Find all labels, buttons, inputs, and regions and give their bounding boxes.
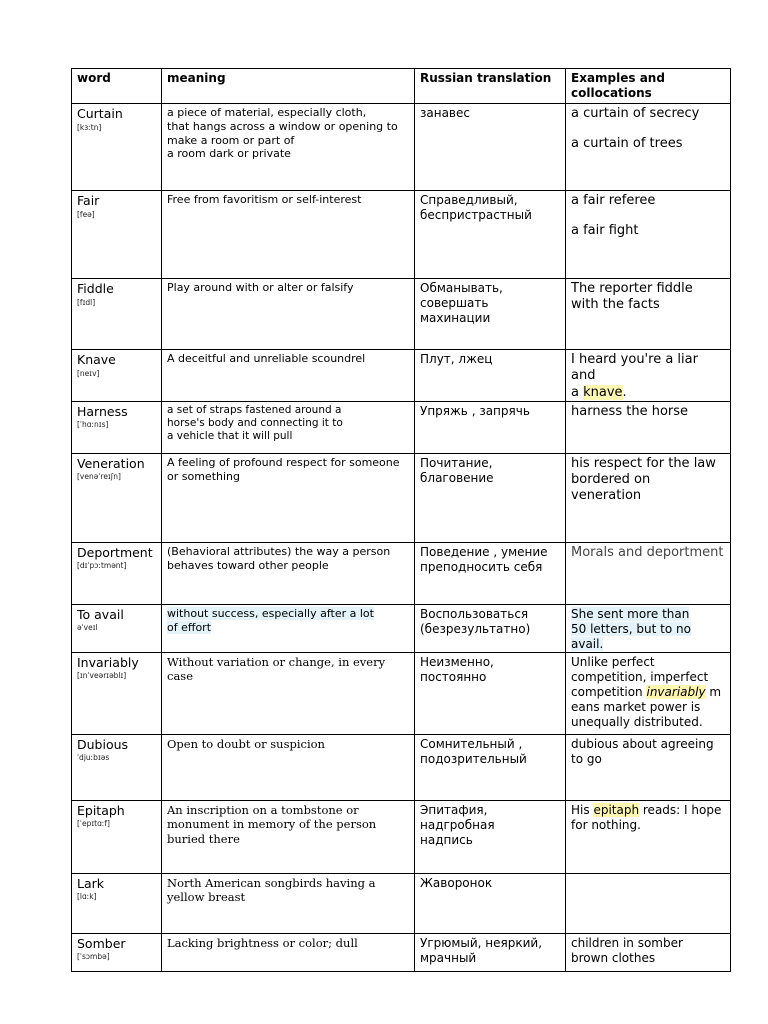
example-line: for nothing. — [571, 817, 641, 832]
example-line: children in somber — [571, 935, 683, 950]
russian-line: Упряжь , запрячь — [420, 403, 530, 418]
word: Fair — [77, 193, 100, 208]
transcription: [ˈepɪtɑːf] — [77, 819, 110, 829]
word-cell — [72, 453, 162, 542]
example-line: a curtain of secrecy — [571, 106, 700, 121]
highlighted-text: She sent more than — [571, 606, 690, 621]
examples-cell — [566, 191, 731, 279]
word: Invariably — [77, 654, 139, 670]
transcription: [feə] — [77, 209, 95, 219]
transcription: [venəˈreɪʃn] — [77, 472, 121, 482]
meaning-line: that hangs across a window or opening to — [167, 119, 398, 133]
russian-line: занавес — [420, 106, 470, 120]
russian-cell — [415, 604, 566, 652]
transcription: [lɑːk] — [77, 892, 97, 902]
russian-cell — [415, 104, 566, 191]
word-cell — [72, 401, 162, 453]
meaning-line: Lacking brightness or color; dull — [167, 935, 358, 950]
russian-line: (безрезультатно) — [420, 621, 531, 636]
transcription: [ˈhɑːnɪs] — [77, 420, 109, 430]
meaning-cell — [162, 453, 415, 542]
example-line: a curtain of trees — [571, 136, 683, 152]
example-text: competition — [571, 684, 643, 699]
meaning-line: A deceitful and unreliable scoundrel — [167, 352, 366, 365]
example-text: reads: I hope — [642, 802, 722, 817]
header-russian-translation: Russian translation — [415, 69, 566, 104]
russian-cell — [415, 279, 566, 350]
example-line: eans market power is — [571, 699, 701, 714]
meaning-line: a room dark or private — [167, 147, 291, 161]
meaning-line: a set of straps fastened around a — [167, 403, 342, 416]
example-text: His — [571, 802, 590, 817]
table-row — [72, 873, 731, 933]
russian-line: постоянно — [420, 669, 487, 684]
russian-line: Обманывать, — [420, 281, 503, 295]
russian-cell — [415, 453, 566, 542]
russian-line: подозрительный — [420, 751, 527, 766]
table-row — [72, 279, 731, 350]
example-line: his respect for the law — [571, 455, 716, 471]
russian-cell — [415, 652, 566, 734]
example-line: a fair referee — [571, 193, 656, 208]
example-line: with the facts — [571, 297, 660, 313]
table-row — [72, 652, 731, 734]
meaning-cell — [162, 104, 415, 191]
meaning-cell — [162, 401, 415, 453]
word-cell — [72, 652, 162, 734]
word-cell — [72, 604, 162, 652]
word-cell — [72, 279, 162, 350]
highlighted-word: epitaph — [593, 802, 640, 817]
transcription: əˈveɪl — [77, 623, 98, 633]
meaning-line: An inscription on a tombstone or — [167, 802, 359, 817]
russian-line: Угрюмый, неяркий, — [420, 935, 543, 950]
example-line: brown clothes — [571, 950, 656, 965]
table-row — [72, 604, 731, 652]
example-line: competition, imperfect — [571, 669, 709, 684]
meaning-cell — [162, 542, 415, 604]
meaning-cell — [162, 350, 415, 402]
word: Lark — [77, 875, 105, 891]
russian-line: мрачный — [420, 950, 477, 965]
examples-cell — [566, 734, 731, 800]
word-cell — [72, 542, 162, 604]
russian-cell — [415, 873, 566, 933]
examples-cell — [566, 350, 731, 402]
highlighted-word: invariably — [646, 684, 706, 699]
meaning-line: monument in memory of the person — [167, 817, 377, 832]
russian-line: Эпитафия, надгробная — [420, 802, 495, 832]
russian-cell — [415, 800, 566, 873]
meaning-line: Play around with or alter or falsify — [167, 281, 354, 294]
meaning-line: Without variation or change, in every — [167, 654, 386, 669]
word: To avail — [77, 606, 124, 622]
word-cell — [72, 350, 162, 402]
russian-line: беспристрастный — [420, 208, 532, 222]
meaning-line: or something — [167, 469, 240, 483]
examples-cell — [566, 800, 731, 873]
meaning-line: Free from favoritism or self-interest — [167, 193, 362, 206]
russian-line: надпись — [420, 832, 473, 847]
meaning-line — [167, 621, 410, 635]
examples-cell — [566, 542, 731, 604]
meaning-line: North American songbirds having a — [167, 875, 376, 890]
word-cell — [72, 800, 162, 873]
table-row — [72, 734, 731, 800]
transcription: [neɪv] — [77, 368, 100, 378]
russian-line: совершать махинации — [420, 296, 491, 325]
russian-line: Воспользоваться — [420, 606, 529, 621]
examples-cell — [566, 604, 731, 652]
example-text: . — [622, 384, 627, 400]
meaning-line: a piece of material, especially cloth, — [167, 106, 367, 119]
meaning-cell — [162, 933, 415, 971]
word-cell — [72, 191, 162, 279]
example-line — [571, 685, 726, 700]
word: Epitaph — [77, 802, 125, 818]
meaning-line — [167, 607, 410, 621]
word: Somber — [77, 935, 126, 951]
example-line: harness the horse — [571, 403, 689, 419]
example-line: dubious about agreeing — [571, 736, 714, 751]
example-line — [571, 607, 726, 622]
meaning-line: make a room or part of — [167, 133, 295, 147]
word: Knave — [77, 352, 116, 367]
meaning-line: Open to doubt or suspicion — [167, 736, 325, 751]
russian-line: Неизменно, — [420, 654, 494, 669]
table-row — [72, 542, 731, 604]
word: Deportment — [77, 544, 153, 560]
russian-cell — [415, 933, 566, 971]
examples-cell — [566, 652, 731, 734]
examples-cell — [566, 279, 731, 350]
word-cell — [72, 104, 162, 191]
russian-line: Поведение , умение — [420, 544, 548, 559]
example-line: to go — [571, 751, 602, 766]
transcription: [ˈsɔmbə] — [77, 952, 110, 962]
example-line: Unlike perfect — [571, 654, 655, 669]
meaning-line: buried there — [167, 831, 240, 846]
russian-cell — [415, 191, 566, 279]
example-line: unequally distributed. — [571, 714, 703, 729]
header-meaning: meaning — [162, 69, 415, 104]
meaning-cell — [162, 604, 415, 652]
example-line: I heard you're a liar and — [571, 352, 698, 384]
russian-cell — [415, 350, 566, 402]
table-row — [72, 401, 731, 453]
meaning-line: yellow breast — [167, 890, 246, 905]
transcription: ˈdjuːbɪəs — [77, 753, 110, 763]
example-text: a — [571, 384, 579, 400]
table-row — [72, 933, 731, 971]
example-line: The reporter fiddle — [571, 281, 693, 296]
russian-line: благовение — [420, 470, 494, 485]
table-header-row — [72, 69, 731, 104]
example-line — [571, 622, 726, 652]
example-line — [571, 803, 726, 818]
meaning-line: (Behavioral attributes) the way a person — [167, 544, 391, 558]
meaning-cell — [162, 800, 415, 873]
russian-cell — [415, 542, 566, 604]
highlighted-text: 50 letters, but to no avail. — [571, 621, 691, 651]
example-line: a fair fight — [571, 223, 639, 239]
highlighted-word: knave — [583, 384, 623, 400]
table-row — [72, 350, 731, 402]
russian-cell — [415, 401, 566, 453]
russian-line: Почитание, — [420, 455, 493, 470]
table-row — [72, 191, 731, 279]
examples-cell — [566, 104, 731, 191]
meaning-line: horse's body and connecting it to — [167, 416, 343, 429]
example-line — [571, 385, 726, 401]
russian-line: Справедливый, — [420, 193, 518, 207]
highlighted-text: without success, especially after a lot — [167, 606, 374, 620]
russian-cell — [415, 734, 566, 800]
transcription: [fɪdl] — [77, 297, 96, 307]
russian-line: Жаворонок — [420, 875, 493, 890]
example-line: veneration — [571, 488, 642, 504]
header-word: word — [72, 69, 162, 104]
word: Curtain — [77, 106, 123, 121]
russian-line: Сомнительный , — [420, 736, 523, 751]
header-examples: Examples and collocations — [566, 69, 731, 104]
highlighted-text: of effort — [167, 620, 212, 634]
word: Fiddle — [77, 281, 114, 296]
word-cell — [72, 734, 162, 800]
example-text: m — [709, 684, 722, 699]
transcription: [kɜːtn] — [77, 122, 102, 132]
meaning-line: a vehicle that it will pull — [167, 430, 293, 442]
meaning-cell — [162, 191, 415, 279]
examples-cell — [566, 873, 731, 933]
meaning-cell — [162, 873, 415, 933]
meaning-cell — [162, 734, 415, 800]
word: Veneration — [77, 455, 145, 471]
examples-cell — [566, 453, 731, 542]
russian-line: Плут, лжец — [420, 352, 493, 366]
transcription: [dɪˈpɔːtmənt] — [77, 561, 127, 571]
transcription: [ɪnˈveərɪəblɪ] — [77, 671, 127, 681]
examples-cell — [566, 933, 731, 971]
word: Harness — [77, 403, 128, 419]
table-row — [72, 800, 731, 873]
russian-line: преподносить себя — [420, 559, 543, 574]
meaning-cell — [162, 652, 415, 734]
word: Dubious — [77, 736, 129, 752]
word-cell — [72, 873, 162, 933]
meaning-line: behaves toward other people — [167, 558, 329, 572]
meaning-line: A feeling of profound respect for someone — [167, 455, 400, 469]
word-cell — [72, 933, 162, 971]
table-row — [72, 453, 731, 542]
example-line: Morals and deportment — [571, 544, 724, 560]
vocabulary-table — [71, 68, 731, 972]
table-row — [72, 104, 731, 191]
meaning-line: case — [167, 669, 194, 684]
meaning-cell — [162, 279, 415, 350]
example-line: bordered on — [571, 472, 651, 487]
examples-cell — [566, 401, 731, 453]
